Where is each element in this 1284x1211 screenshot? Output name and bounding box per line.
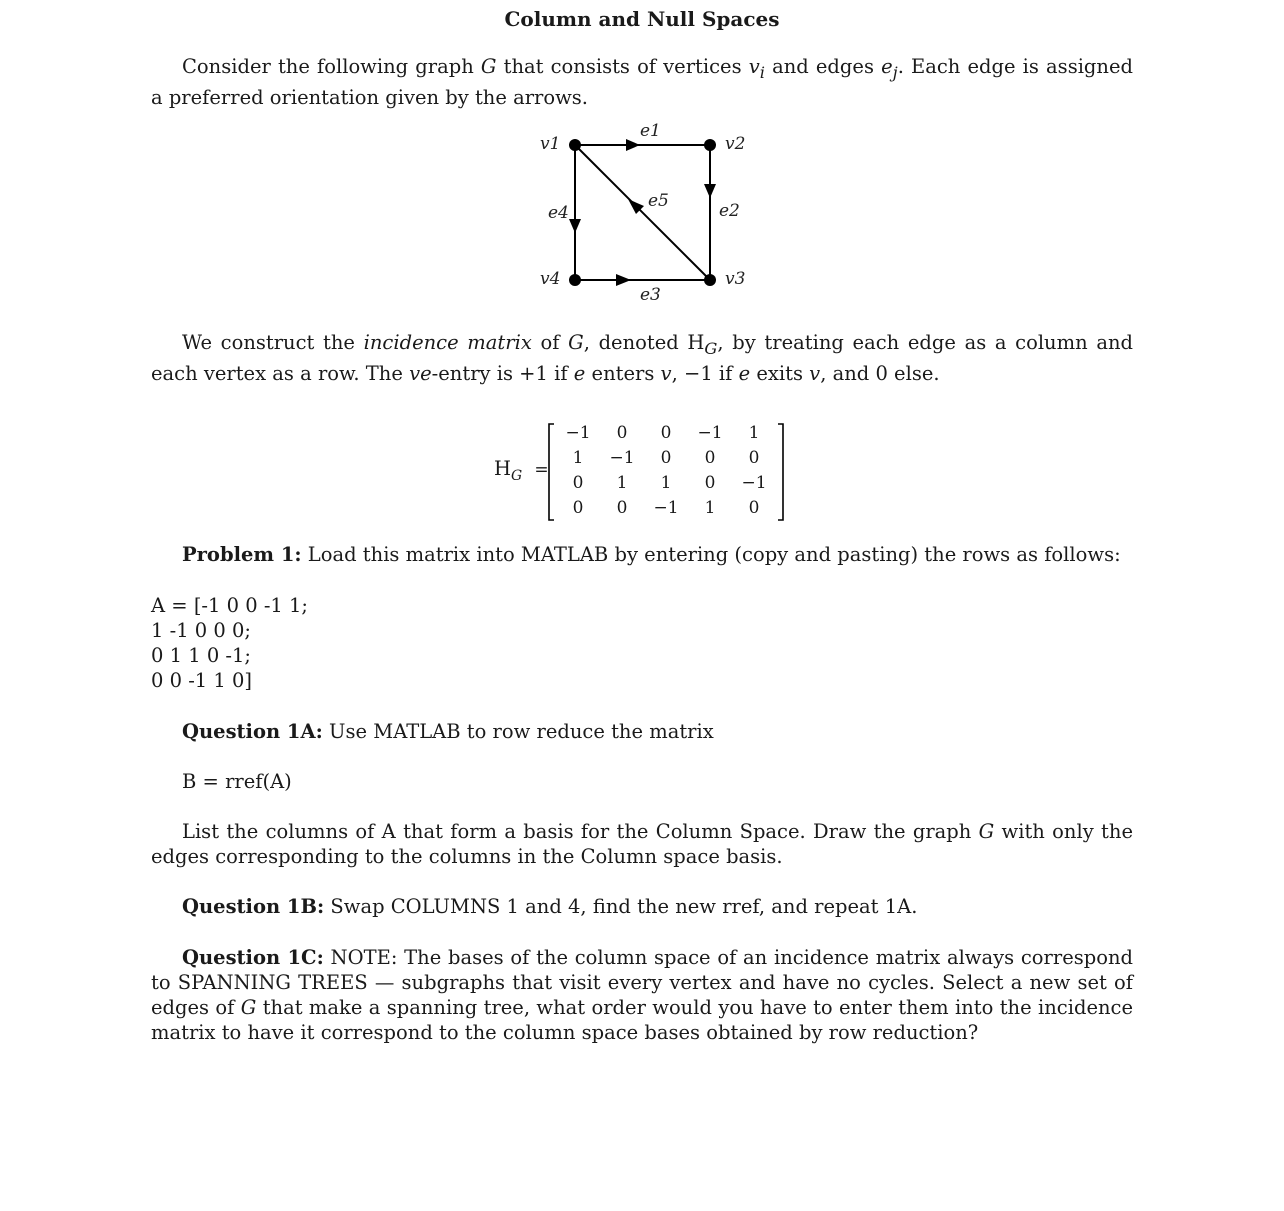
intro-g: G: [480, 55, 497, 78]
arrow-e4: [569, 219, 581, 233]
label-v4: v4: [540, 269, 561, 289]
matrix-cell: 0: [704, 473, 716, 493]
inc-text-3: , denoted H: [583, 331, 705, 354]
edge-e5: [575, 145, 710, 280]
matrix-cell: 1: [704, 498, 716, 518]
rref-code: B = rref(A): [182, 770, 292, 793]
matrix-cell: 0: [572, 473, 584, 493]
label-v3: v3: [725, 269, 746, 289]
matrix-cell: −1: [741, 473, 767, 493]
inc-text-2: of: [540, 331, 560, 354]
intro-v-sub: i: [759, 62, 765, 82]
vertex-v2: [704, 139, 716, 151]
matrix-cell: 1: [616, 473, 628, 493]
question-1a-label: Question 1A:: [182, 720, 323, 743]
inc-v2: v: [809, 361, 821, 385]
matrix-cell: 0: [572, 498, 584, 518]
matrix-cell: 0: [616, 423, 628, 443]
matlab-row: 0 1 1 0 -1;: [151, 644, 251, 667]
matrix-label: [494, 457, 549, 484]
question-1c-g: G: [240, 996, 257, 1019]
label-v1: v1: [540, 134, 561, 154]
inc-e2: e: [738, 361, 751, 385]
inc-text-7: , −1 if: [671, 361, 733, 385]
q1a-g: G: [978, 820, 995, 843]
inc-v1: v: [660, 361, 672, 385]
matrix-cell: 0: [748, 448, 760, 468]
question-1b: [151, 894, 1133, 919]
question-1a-followup: [151, 819, 1133, 869]
arrow-e2: [704, 184, 716, 198]
graph-diagram: [520, 118, 780, 308]
arrow-e1: [626, 139, 640, 151]
label-v2: v2: [725, 134, 746, 154]
vertex-v3: [704, 274, 716, 286]
question-1b-text: Swap COLUMNS 1 and 4, find the new rref, and repeat 1A.: [330, 895, 918, 918]
matlab-code-block: [151, 593, 308, 693]
inc-italic: incidence matrix: [363, 331, 532, 354]
question-1c-text-2: that make a spanning tree, what order would you have to enter them into the incidence matrix to have it correspond to the column space bases obtained by row reduction?: [151, 996, 1134, 1044]
incidence-matrix: [494, 421, 794, 526]
question-1a: [151, 719, 1133, 744]
problem-1-text: Load this matrix into MATLAB by entering (copy and pasting) the rows as follows:: [307, 543, 1121, 566]
inc-text-9: , and 0 else.: [820, 361, 940, 385]
inc-g: G: [568, 331, 584, 354]
intro-e-sub: j: [892, 62, 898, 82]
inc-text-5: -entry is +1 if: [431, 361, 568, 385]
inc-text-6: enters: [591, 361, 655, 385]
matrix-cell: −1: [565, 423, 591, 443]
matrix-cell: 1: [748, 423, 760, 443]
intro-text-2: that consists of vertices: [503, 55, 742, 78]
q1a-follow-2: with only the edges corresponding to the columns in the Column space basis.: [151, 820, 1133, 868]
matrix-cell: −1: [697, 423, 723, 443]
inc-text-1: We construct the: [182, 331, 355, 354]
matrix-cell: 0: [660, 423, 672, 443]
matrix-cell: −1: [609, 448, 635, 468]
page-title: Column and Null Spaces: [504, 7, 780, 31]
label-e3: e3: [640, 285, 661, 305]
inc-text-8: exits: [756, 361, 803, 385]
problem-1-label: Problem 1:: [182, 543, 302, 566]
intro-v: v: [748, 55, 760, 78]
incidence-paragraph: [151, 330, 1133, 386]
inc-text-4: , by treating each edge as a column and each vertex as a row. The: [151, 331, 1133, 385]
intro-e: e: [881, 55, 893, 78]
matrix-cell: 0: [748, 498, 760, 518]
matrix-equals: =: [534, 460, 549, 480]
label-e4: e4: [548, 203, 569, 223]
vertex-v1: [569, 139, 581, 151]
matrix-cell: 1: [572, 448, 584, 468]
vertex-v4: [569, 274, 581, 286]
matlab-row: 0 0 -1 1 0]: [151, 669, 253, 692]
inc-ve: ve: [409, 361, 432, 385]
matlab-row: A = [-1 0 0 -1 1;: [151, 594, 308, 617]
question-1c-label: Question 1C:: [182, 946, 324, 969]
inc-e1: e: [573, 361, 586, 385]
arrow-e3: [616, 274, 631, 286]
matrix-cell: 1: [660, 473, 672, 493]
matrix-cell: −1: [653, 498, 679, 518]
question-1a-text: Use MATLAB to row reduce the matrix: [329, 720, 714, 743]
matrix-cell: 0: [660, 448, 672, 468]
intro-paragraph: [151, 54, 1133, 110]
q1a-follow-1: List the columns of A that form a basis for the Column Space. Draw the graph: [182, 820, 972, 843]
question-1b-label: Question 1B:: [182, 895, 325, 918]
left-bracket: [549, 424, 554, 520]
right-bracket: [778, 424, 783, 520]
intro-text-3: and edges: [772, 55, 874, 78]
matrix-label-sub: G: [511, 467, 523, 484]
label-e2: e2: [719, 201, 740, 221]
label-e1: e1: [640, 121, 661, 141]
question-1c-text-1: NOTE: The bases of the column space of an incidence matrix always correspond to SPANNING TREES — subgraphs that visit every vertex and have no cycles. Select a new set of edges of: [151, 946, 1134, 1019]
matrix-label-h: H: [494, 457, 512, 480]
matlab-row: 1 -1 0 0 0;: [151, 619, 251, 642]
problem-1: [151, 542, 1133, 567]
matrix-cell: 0: [616, 498, 628, 518]
intro-text-1: Consider the following graph: [182, 55, 474, 78]
inc-sub: G: [704, 338, 718, 358]
question-1c: [151, 945, 1133, 1045]
intro-text-4: . Each edge is assigned a preferred orientation given by the arrows.: [151, 55, 1133, 109]
label-e5: e5: [648, 191, 669, 211]
matrix-cell: 0: [704, 448, 716, 468]
